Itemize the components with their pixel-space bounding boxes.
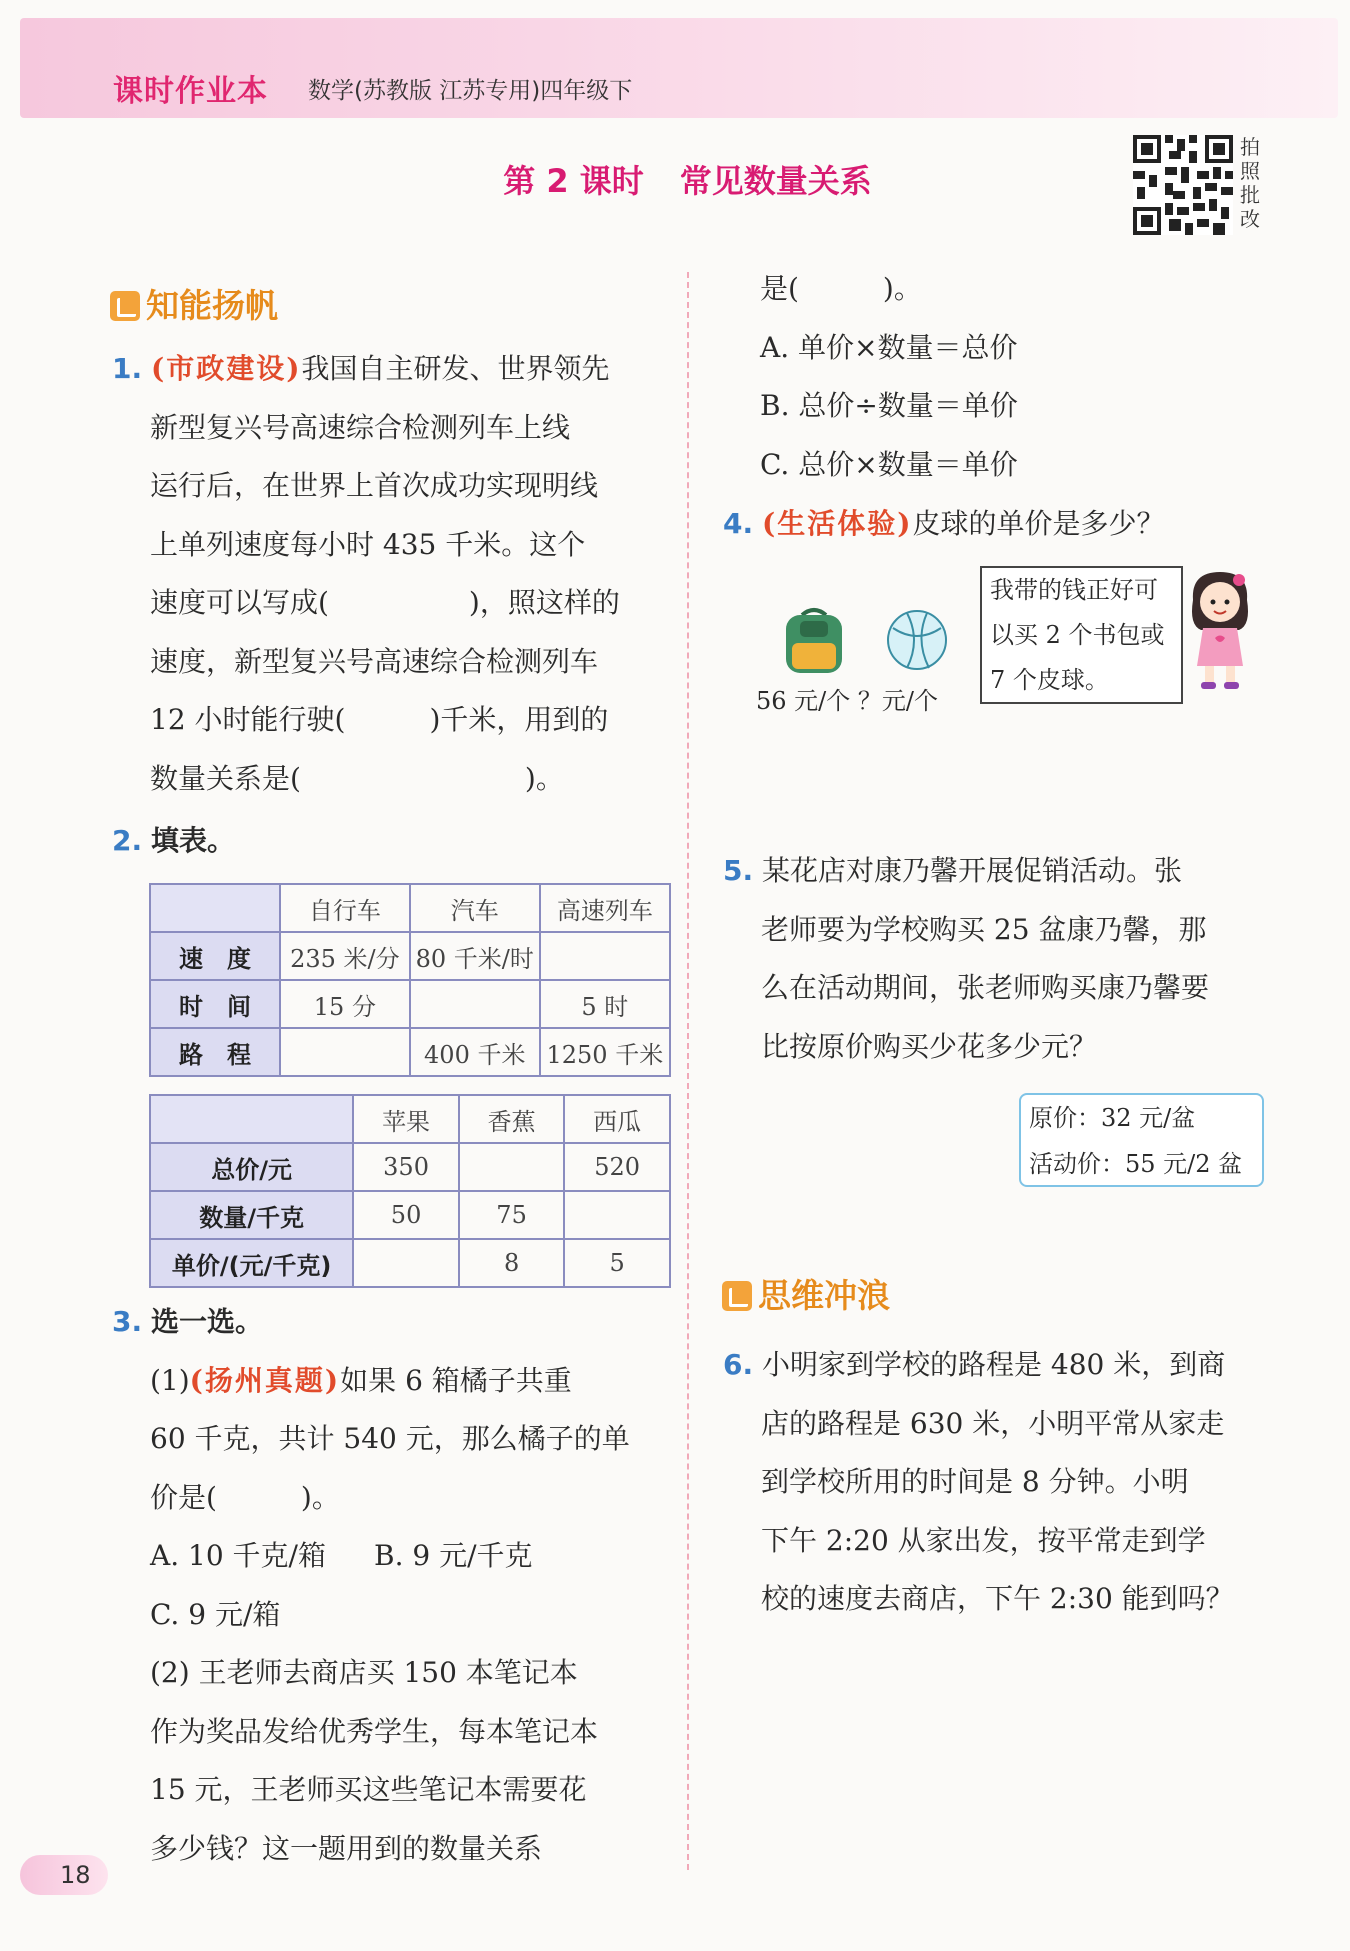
q1-line: 新型复兴号高速综合检测列车上线 [150,410,571,444]
table-header: 高速列车 [540,884,670,932]
q3-title: 选一选。 [151,1305,264,1338]
lesson-number: 第 2 课时 [503,162,644,200]
q1-line: 上单列速度每小时 435 千米。这个 [150,527,586,561]
row-header: 数量/千克 [150,1191,353,1239]
table-cell: 80 千米/时 [410,932,540,980]
question-2-heading [112,812,235,871]
table-cell: 50 [353,1191,459,1239]
q5-line: 老师要为学校购买 25 盆康乃馨，那 [761,912,1207,946]
table-cell-blank[interactable] [410,980,540,1028]
speech-bubble [980,566,1183,704]
table-cell: 15 分 [280,980,410,1028]
q6-line: 校的速度去商店，下午 2:30 能到吗？ [761,1582,1234,1615]
table-header: 香蕉 [459,1095,564,1143]
q3-line: 价是( )。 [150,1480,340,1514]
section-advanced [722,1270,890,1317]
column-divider [687,272,689,1870]
girl-illustration [1183,570,1258,692]
q3-number: 3. [112,1305,143,1338]
table-cell-blank[interactable] [353,1239,459,1287]
question-3 [112,1293,672,1878]
option-a[interactable]: A. 单价×数量＝总价 [760,330,1018,364]
q1-line: 12 小时能行驶( )千米，用到的 [150,703,609,736]
book-title: 数学(苏教版 江苏专用)四年级下 [308,78,633,104]
brand-title: 课时作业本 [113,74,268,109]
promo-price: 活动价：55 元/2 盆 [1029,1150,1243,1178]
q3-part1-tag: (扬州真题) [189,1363,341,1397]
option-c[interactable]: C. 9 元/箱 [150,1597,281,1631]
q1-line: 运行后，在世界上首次成功实现明线 [150,469,599,502]
q3-line: 多少钱？这一题用到的数量关系 [150,1831,543,1865]
option-b[interactable]: B. 总价÷数量＝单价 [760,389,1018,422]
q3-line: 如果 6 箱橘子共重 [340,1363,572,1397]
table-cell: 520 [564,1143,670,1191]
q3-line: 是( )。 [760,272,922,305]
q5-line: 比按原价购买少花多少元？ [761,1029,1098,1063]
q3-line: 60 千克，共计 540 元，那么橘子的单 [150,1422,630,1455]
table-cell: 75 [459,1191,564,1239]
table-cell-blank[interactable] [564,1191,670,1239]
q6-line: 下午 2:20 从家出发，按平常走到学 [761,1523,1206,1557]
q6-number: 6. [723,1348,754,1381]
row-header: 单价/(元/千克) [150,1239,353,1287]
table-cell-blank[interactable] [459,1143,564,1191]
table-cell: 235 米/分 [280,932,410,980]
table-cell [150,884,280,932]
q5-number: 5. [723,854,754,887]
price-box [1019,1093,1264,1187]
q1-tag: (市政建设) [151,352,302,385]
section-basic [110,280,278,327]
table-cell [150,1095,353,1143]
backpack-icon [780,605,848,677]
table-cell: 5 [564,1239,670,1287]
table-cell: 1250 千米 [540,1028,670,1076]
row-header: 总价/元 [150,1143,353,1191]
speech-line: 7 个皮球。 [990,666,1109,694]
q5-line: 某花店对康乃馨开展促销活动。张 [762,854,1183,887]
q3-line: 15 元，王老师买这些笔记本需要花 [150,1773,587,1806]
q2-title: 填表。 [151,824,236,857]
question-4 [723,495,1165,554]
price-label: 56 元/个 ？元/个 [756,687,938,715]
table-cell: 8 [459,1239,564,1287]
speech-line: 我带的钱正好可 [990,576,1158,604]
table-header: 西瓜 [564,1095,670,1143]
section-advanced-label: 思维冲浪 [758,1276,890,1315]
speech-line: 以买 2 个书包或 [990,621,1165,649]
table-cell: 5 时 [540,980,670,1028]
table-header: 苹果 [353,1095,459,1143]
question-5 [723,842,1283,1076]
q5-line: 么在活动期间，张老师购买康乃馨要 [761,971,1210,1004]
row-header: 速 度 [150,932,280,980]
q4-number: 4. [723,507,754,540]
lesson-topic: 常见数量关系 [679,162,872,200]
table-header: 汽车 [410,884,540,932]
question-1 [112,340,672,808]
table-price-quantity [149,1094,671,1288]
page-number: 18 [20,1855,108,1895]
q6-line: 到学校所用的时间是 8 分钟。小明 [761,1465,1189,1498]
question-6 [723,1336,1283,1629]
q1-line: 速度，新型复兴号高速综合检测列车 [150,644,599,678]
table-header: 自行车 [280,884,410,932]
section-basic-label: 知能扬帆 [146,286,278,325]
qr-label: 拍照批改 [1240,135,1260,231]
sail-icon [110,291,140,321]
q6-line: 小明家到学校的路程是 480 米，到商 [762,1348,1226,1381]
table-cell-blank[interactable] [540,932,670,980]
q1-line: 我国自主研发、世界领先 [301,352,610,385]
q1-line: 数量关系是( )。 [150,761,564,795]
ball-icon [885,608,949,672]
table-cell: 400 千米 [410,1028,540,1076]
option-c[interactable]: C. 总价×数量＝单价 [760,447,1018,481]
row-header: 时 间 [150,980,280,1028]
q1-number: 1. [112,352,143,385]
table-cell-blank[interactable] [280,1028,410,1076]
question-3-continued [760,260,1280,494]
original-price: 原价：32 元/盆 [1029,1104,1196,1132]
option-b[interactable]: B. 9 元/千克 [374,1539,533,1572]
table-speed-time-distance [149,883,671,1077]
q1-line: 速度可以写成( )，照这样的 [150,586,620,619]
wave-icon [722,1281,752,1311]
table-cell: 350 [353,1143,459,1191]
option-a[interactable]: A. 10 千克/箱 [150,1539,326,1572]
q4-text: 皮球的单价是多少？ [912,507,1165,540]
qr-code-icon[interactable] [1133,135,1233,235]
q2-number: 2. [112,824,143,857]
q4-tag: (生活体验) [762,507,913,540]
row-header: 路 程 [150,1028,280,1076]
q3-line: 作为奖品发给优秀学生，每本笔记本 [150,1714,599,1748]
q3-part1-prefix: (1) [150,1363,190,1397]
q6-line: 店的路程是 630 米，小明平常从家走 [761,1406,1225,1440]
q3-line: (2) 王老师去商店买 150 本笔记本 [150,1656,578,1689]
